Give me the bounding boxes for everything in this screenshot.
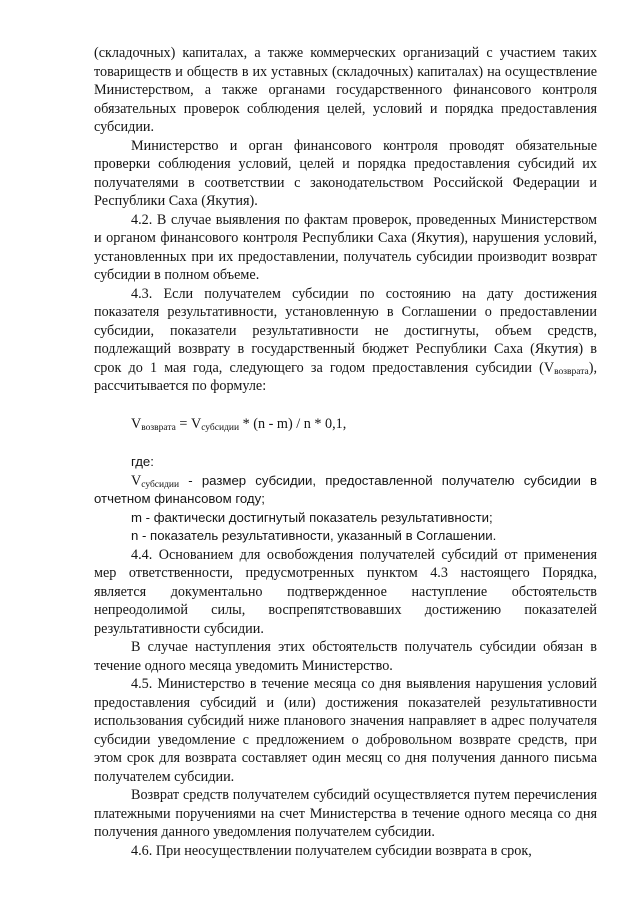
definition-v-subsidy (94, 472, 597, 509)
paragraph-4-4: 4.4. Основанием для освобождения получателей субсидий от применения мер ответственности, предусмотренных пунктом 4.3 настоящего Порядка, является документально подтвержденное наступление обстоятельств непреодолимой силы, воспрепятствовавших достижению показателей результативности субсидии. (94, 546, 597, 637)
paragraph-4-5: 4.5. Министерство в течение месяца со дня выявления нарушения условий предоставления субсидий и (или) достижения показателей результативности использования субсидий ниже планового значения направляет в адрес получателя субсидии уведомление с предложением о добровольном возврате средств, при этом срок для возврата составляет один месяц со дня получения данного письма получателем субсидии. (94, 676, 597, 785)
definition-n: n - показатель результативности, указанный в Соглашении. (131, 528, 497, 543)
formula-sub-subsidy: субсидии (201, 422, 240, 433)
definition-v-text: - размер субсидии, предоставленной получателю субсидии в отчетном финансовом году; (94, 472, 597, 506)
formula-refund-volume (131, 415, 597, 434)
definition-v-subscript: субсидии (141, 479, 180, 490)
paragraph-4-6: 4.6. При неосуществлении получателем субсидии возврата в срок, (131, 842, 532, 859)
paragraph-4-3-text: 4.3. Если получателем субсидии по состоянию на дату достижения показателя результативности, установленную в Соглашении о предоставлении субсидии, показатели результативности не достигнуты, объем средств, подлежащий возврату в государственный бюджет Республики Саха (Якутия) в срок до 1 мая года, следующего за годом предоставления субсидии (V (94, 285, 597, 376)
document-body (94, 44, 597, 860)
formula-rest: * (n - m) / n * 0,1, (239, 415, 347, 432)
paragraph-force-majeure-notice: В случае наступления этих обстоятельств получатель субсидии обязан в течение одного месяца уведомить Министерство. (94, 639, 597, 674)
paragraph-refund-transfer: Возврат средств получателем субсидий осуществляется путем перечисления платежными поручениями на счет Министерства в течение одного месяца со дня получения данного уведомления получателем субсидии. (94, 787, 597, 840)
formula-sub-refund: возврата (141, 422, 176, 433)
definition-m: m - фактически достигнутый показатель результативности; (131, 509, 493, 525)
definition-v-symbol: V (131, 472, 142, 489)
formula-equals: = V (175, 415, 202, 432)
formula-v: V (131, 415, 142, 432)
formula-where-label: где: (131, 454, 154, 469)
paragraph-4-3-subscript: возврата (554, 366, 589, 377)
paragraph-4-2: 4.2. В случае выявления по фактам проверок, проведенных Министерством и органом финансового контроля Республики Саха (Якутия), нарушения условий, установленных при их предоставлении, получатель субсидии производит возврат субсидии в полном объеме. (94, 211, 597, 283)
paragraph-control-checks-continued: (складочных) капиталах, а также коммерческих организаций с участием таких товариществ и обществ в их уставных (складочных) капиталах) на осуществление Министерством, а также органами государственного финансового контроля обязательных проверок соблюдения целей, условий и порядка предоставления субсидии. (94, 45, 597, 135)
paragraph-4-3 (94, 285, 597, 396)
paragraph-4-3-tail: ), рассчитывается по формуле: (94, 359, 597, 394)
paragraph-mandatory-checks: Министерство и орган финансового контроля проводят обязательные проверки соблюдения условий, целей и порядка предоставления субсидий их получателями в соответствии с законодательством Российской Федерации и Республики Саха (Якутия). (94, 137, 597, 209)
